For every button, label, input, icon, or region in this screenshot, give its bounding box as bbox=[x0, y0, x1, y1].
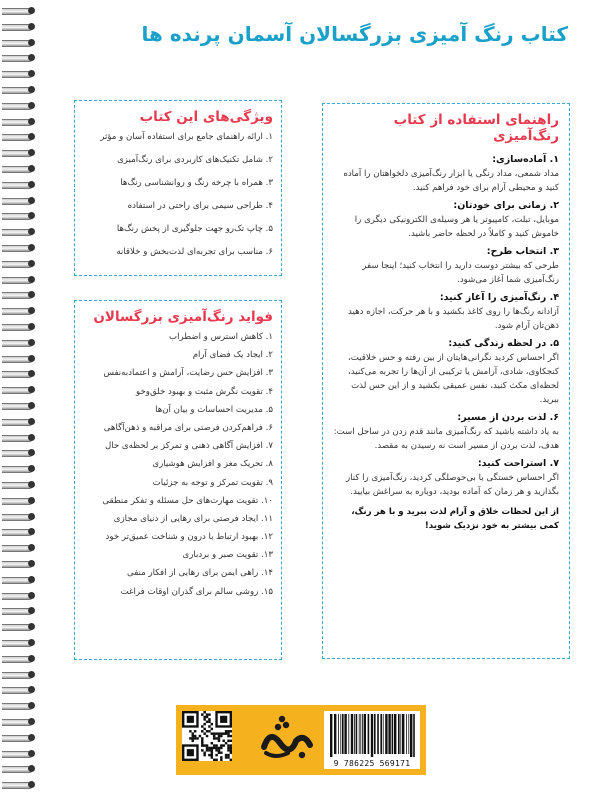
barcode-panel bbox=[176, 705, 426, 775]
spiral-coil bbox=[2, 227, 36, 237]
benefit-item: ۱۰. تقویت مهارت‌های حل مسئله و تفکر منطقی bbox=[102, 495, 273, 506]
isbn-barcode bbox=[324, 711, 420, 769]
spiral-coil bbox=[2, 369, 36, 379]
page-title: کتاب رنگ آمیزی بزرگسالان آسمان پرنده ها bbox=[141, 22, 568, 46]
spiral-coil bbox=[2, 527, 36, 537]
spiral-coil bbox=[2, 322, 36, 332]
spiral-coil bbox=[2, 401, 36, 411]
feature-item: ۱. ارائه راهنمای جامع برای استفاده آسان و مؤثر bbox=[100, 132, 273, 142]
guide-section-title: ۲. زمانی برای خودتان: bbox=[453, 200, 559, 211]
guide-section bbox=[333, 292, 559, 333]
spiral-coil bbox=[2, 259, 36, 269]
benefit-item: ۲. ایجاد یک فضای آرام bbox=[192, 350, 273, 361]
spiral-coil bbox=[2, 164, 36, 174]
spiral-coil bbox=[2, 670, 36, 680]
spiral-coil bbox=[2, 243, 36, 253]
guide-section-text: موبایل، تبلت، کامپیوتر یا هر وسیله‌ی الکترونیکی دیگری را خاموش کنید و کاملاً در لحظه حاضر باشید. bbox=[354, 215, 559, 239]
guide-section bbox=[333, 338, 559, 407]
qr-code-icon bbox=[182, 711, 232, 761]
spiral-coil bbox=[2, 717, 36, 727]
guide-section-text: به یاد داشته باشید که رنگ‌آمیزی مانند قدم زدن در ساحل است: هدف، لذت بردن از مسیر است نه رسیدن به مقصد. bbox=[333, 427, 559, 451]
spiral-coil bbox=[2, 622, 36, 632]
guide-section bbox=[333, 154, 559, 195]
spiral-coil bbox=[2, 559, 36, 569]
benefit-item: ۱۲. بهبود ارتباط با درون و شناخت عمیق‌تر خود bbox=[105, 532, 273, 543]
spiral-coil bbox=[2, 22, 36, 32]
benefit-item: ۱۴. راهی ایمن برای رهایی از افکار منفی bbox=[127, 568, 273, 579]
feature-item: ۲. شامل تکنیک‌های کاربردی برای رنگ‌آمیزی bbox=[117, 155, 273, 165]
spiral-coil bbox=[2, 85, 36, 95]
feature-item: ۵. چاپ تک‌رو جهت جلوگیری از پخش رنگ‌ها bbox=[116, 224, 273, 234]
spiral-coil bbox=[2, 701, 36, 711]
spiral-coil bbox=[2, 196, 36, 206]
guide-section bbox=[333, 246, 559, 287]
spiral-coil bbox=[2, 6, 36, 16]
spiral-coil bbox=[2, 433, 36, 443]
benefit-item: ۹. تقویت تمرکز و توجه به جزئیات bbox=[152, 477, 273, 488]
spiral-coil bbox=[2, 211, 36, 221]
guide-section-text: طرحی که بیشتر دوست دارید را انتخاب کنید؛ اینجا سفر رنگ‌آمیزی شما آغاز می‌شود. bbox=[362, 261, 559, 285]
guide-section-title: ۴. رنگ‌آمیزی را آغاز کنید: bbox=[439, 292, 559, 303]
feature-item: ۶. مناسب برای تجربه‌ای لذت‌بخش و خلاقانه bbox=[116, 247, 273, 257]
spiral-coil bbox=[2, 733, 36, 743]
benefit-item: ۵. مدیریت احساسات و بیان آن‌ها bbox=[155, 404, 273, 415]
benefit-item: ۶. فراهم‌کردن فرصتی برای مراقبه و ذهن‌آگاهی bbox=[103, 422, 273, 433]
spiral-coil bbox=[2, 654, 36, 664]
publisher-logo bbox=[256, 713, 318, 763]
spiral-coil bbox=[2, 543, 36, 553]
spiral-coil bbox=[2, 275, 36, 285]
spiral-coil bbox=[2, 780, 36, 790]
guide-section bbox=[333, 412, 559, 453]
spiral-coil bbox=[2, 117, 36, 127]
spiral-coil bbox=[2, 290, 36, 300]
isbn-number: 9 786225 569171 bbox=[333, 759, 411, 768]
guide-section-text: آزادانه رنگ‌ها را روی کاغذ بکشید و با هر حرکت، اجازه دهید ذهن‌تان آرام شود. bbox=[348, 307, 559, 331]
benefit-item: ۱. کاهش استرس و اضطراب bbox=[169, 332, 273, 342]
guide-section bbox=[333, 200, 559, 241]
feature-item: ۴. طراحی سیمی برای راحتی در استفاده bbox=[127, 201, 273, 211]
guide-closing: از این لحظات خلاق و آرام لذت ببرید و با هر رنگ، کمی بیشتر به خود نزدیک شوید! bbox=[351, 507, 559, 531]
spiral-coil bbox=[2, 606, 36, 616]
guide-section-title: ۶. لذت بردن از مسیر: bbox=[457, 412, 559, 423]
spiral-coil bbox=[2, 101, 36, 111]
spiral-coil bbox=[2, 53, 36, 63]
spiral-binding bbox=[0, 6, 40, 796]
spiral-coil bbox=[2, 180, 36, 190]
spiral-coil bbox=[2, 749, 36, 759]
benefit-item: ۴. تقویت نگرش مثبت و بهبود خلق‌وخو bbox=[136, 386, 273, 397]
spiral-coil bbox=[2, 385, 36, 395]
spiral-coil bbox=[2, 38, 36, 48]
spiral-coil bbox=[2, 448, 36, 458]
benefit-item: ۱۳. تقویت صبر و بردباری bbox=[182, 550, 273, 561]
benefits-box bbox=[74, 300, 282, 660]
spiral-coil bbox=[2, 69, 36, 79]
spiral-coil bbox=[2, 575, 36, 585]
spiral-coil bbox=[2, 591, 36, 601]
spiral-coil bbox=[2, 464, 36, 474]
spiral-coil bbox=[2, 306, 36, 316]
benefit-item: ۸. تحریک مغز و افزایش هوشیاری bbox=[152, 459, 273, 470]
benefit-item: ۳. افزایش حس رضایت، آرامش و اعتماد‌به‌نفس bbox=[103, 368, 273, 379]
guide-section-text: مداد شمعی، مداد رنگی یا ابزار رنگ‌آمیزی دلخواهتان را آماده کنید و محیطی آرام برای خود فراهم کنید. bbox=[343, 169, 559, 193]
guide-section bbox=[333, 458, 559, 499]
guide-section-text: اگر احساس خستگی یا بی‌حوصلگی کردید، رنگ‌آمیزی را کنار بگذارید و هر زمان که آماده بودید، دوباره به سراغش بیایید. bbox=[345, 473, 559, 497]
benefit-item: ۱۱. ایجاد فرصتی برای رهایی از دنیای مجازی bbox=[113, 513, 273, 524]
benefit-item: ۷. افزایش آگاهی ذهنی و تمرکز بر لحظه‌ی حال bbox=[104, 441, 273, 452]
guide-section-title: ۷. استراحت کنید: bbox=[477, 458, 559, 469]
spiral-coil bbox=[2, 417, 36, 427]
spiral-coil bbox=[2, 480, 36, 490]
spiral-coil bbox=[2, 512, 36, 522]
spiral-coil bbox=[2, 638, 36, 648]
spiral-coil bbox=[2, 354, 36, 364]
guide-heading: راهنمای استفاده از کتاب رنگ‌آمیزی bbox=[393, 112, 559, 144]
guide-section-title: ۵. در لحظه زندگی کنید: bbox=[448, 338, 559, 349]
spiral-coil bbox=[2, 764, 36, 774]
feature-item: ۳. همراه با چرخه رنگ و روانشناسی رنگ‌ها bbox=[120, 178, 273, 188]
spiral-coil bbox=[2, 685, 36, 695]
benefits-list bbox=[83, 331, 273, 598]
features-box bbox=[74, 100, 282, 276]
features-heading: ویژگی‌های این کتاب bbox=[139, 109, 273, 125]
benefits-heading: فواید رنگ‌آمیزی بزرگسالان bbox=[93, 309, 273, 325]
guide-section-title: ۱. آماده‌سازی: bbox=[492, 154, 559, 165]
spiral-coil bbox=[2, 338, 36, 348]
guide-section-title: ۳. انتخاب طرح: bbox=[486, 246, 559, 257]
benefit-item: ۱۵. روشی سالم برای گذران اوقات فراغت bbox=[120, 586, 273, 597]
usage-guide-box bbox=[322, 103, 570, 659]
spiral-coil bbox=[2, 132, 36, 142]
spiral-coil bbox=[2, 496, 36, 506]
spiral-coil bbox=[2, 148, 36, 158]
guide-section-text: اگر احساس کردید نگرانی‌هایتان از بین رفته و حس خلاقیت، کنجکاوی، شادی، آرامش یا ترکیبی از آن‌ها را تجربه می‌کنید، لحظه‌ای مکث کنید، نفس عمیقی بکشید و از این حس لذت ببرید. bbox=[347, 353, 559, 405]
features-list bbox=[83, 131, 273, 258]
